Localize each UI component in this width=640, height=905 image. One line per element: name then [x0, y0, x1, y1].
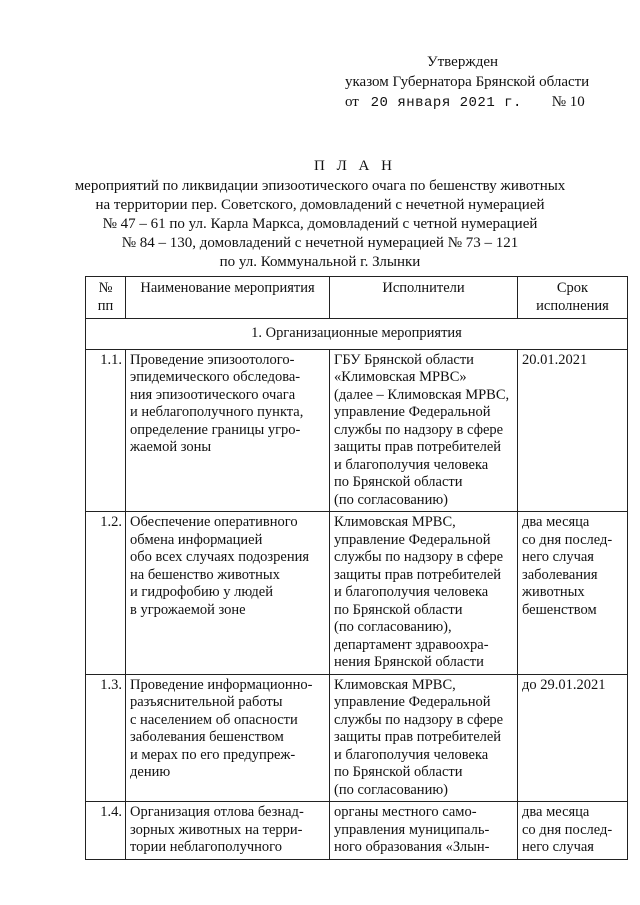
plan-title-line: на территории пер. Советского, домовладений с нечетной нумерацией	[95, 197, 545, 213]
plan-heading: П Л А Н	[314, 158, 396, 174]
row-num: 1.1.	[86, 349, 126, 512]
table-row	[86, 349, 628, 512]
header-term: Срок исполнения	[518, 277, 628, 319]
plan-title	[0, 157, 640, 272]
row-exec: органы местного само- управления муниципаль- ного образования «Злын-	[330, 802, 518, 860]
row-num: 1.4.	[86, 802, 126, 860]
row-exec: ГБУ Брянской области «Климовская МРВС» (далее – Климовская МРВС, управление Федеральной службы по надзору в сфере защиты прав потребителей и благополучия человека по Брянской области (по согласованию)	[330, 349, 518, 512]
header-num: № пп	[86, 277, 126, 319]
row-exec: Климовская МРВС, управление Федеральной службы по надзору в сфере защиты прав потребителей и благополучия человека по Брянской области (по согласованию)	[330, 674, 518, 802]
approval-line-2: указом Губернатора Брянской области	[345, 74, 590, 90]
row-name: Обеспечение оперативного обмена информацией обо всех случаях подозрения на бешенство животных и гидрофобию у людей в угрожаемой зоне	[126, 512, 330, 675]
row-term: два месяца со дня послед- него случая	[518, 802, 628, 860]
row-name: Организация отлова безнад- зорных животных на терри- тории неблагополучного	[126, 802, 330, 860]
header-name: Наименование мероприятия	[126, 277, 330, 319]
row-name: Проведение эпизоотолого- эпидемического обследова- ния эпизоотического очага и неблагополучного пункта, определение границы угро- жаемой зоны	[126, 349, 330, 512]
plan-title-line: № 84 – 130, домовладений с нечетной нумерацией № 73 – 121	[121, 235, 519, 251]
header-exec: Исполнители	[330, 277, 518, 319]
row-num: 1.2.	[86, 512, 126, 675]
plan-title-line: № 47 – 61 по ул. Карла Маркса, домовладений с четной нумерацией	[102, 216, 538, 232]
row-term: до 29.01.2021	[518, 674, 628, 802]
row-term: 20.01.2021	[518, 349, 628, 512]
section-title: 1. Организационные мероприятия	[86, 319, 628, 350]
approval-from-label: от	[345, 94, 359, 110]
approval-number: № 10	[551, 94, 585, 110]
approval-date-line	[345, 92, 615, 113]
row-num: 1.3.	[86, 674, 126, 802]
section-row	[86, 319, 628, 350]
table-row	[86, 512, 628, 675]
plan-title-line: мероприятий по ликвидации эпизоотического очага по бешенству животных	[74, 178, 566, 194]
plan-title-line: по ул. Коммунальной г. Злынки	[219, 254, 421, 270]
plan-table	[85, 276, 628, 860]
table-header-row	[86, 277, 628, 319]
approval-block	[345, 52, 615, 113]
row-exec: Климовская МРВС, управление Федеральной службы по надзору в сфере защиты прав потребителей и благополучия человека по Брянской области (по согласованию), департамент здравоохра- нения Брянской области	[330, 512, 518, 675]
approval-date: 20 января 2021 г.	[370, 95, 522, 111]
table-row	[86, 802, 628, 860]
row-name: Проведение информационно- разъяснительной работы с населением об опасности заболевания бешенством и мерах по его предупреж- дению	[126, 674, 330, 802]
row-term: два месяца со дня послед- него случая заболевания животных бешенством	[518, 512, 628, 675]
table-row	[86, 674, 628, 802]
approval-line-1: Утвержден	[427, 54, 499, 70]
